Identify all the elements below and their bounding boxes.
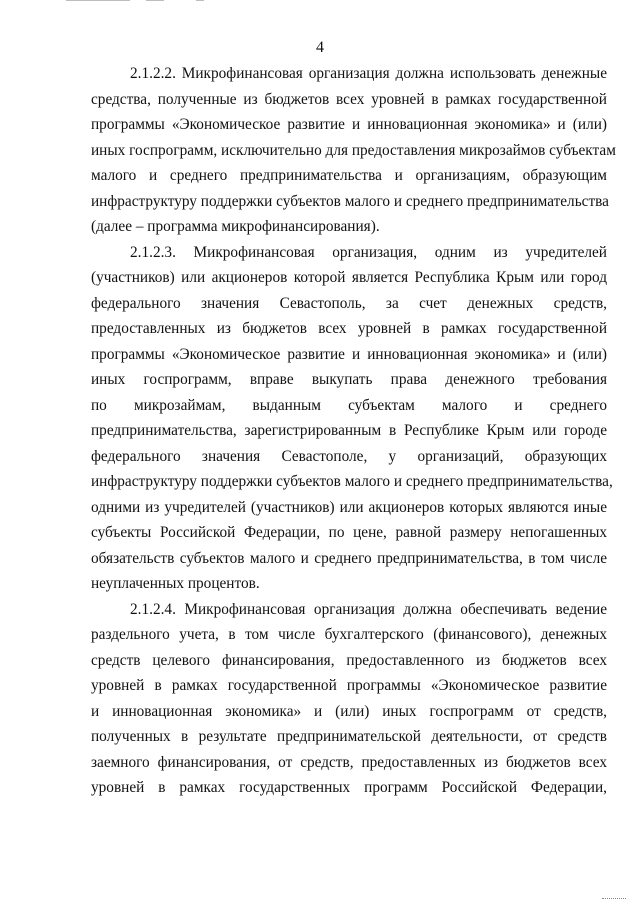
text-line: средств целевого финансирования, предоставленного из бюджетов всех [91,651,607,669]
text-line: инфраструктуру поддержки субъектов малого и среднего предпринимательства [91,192,609,210]
text-line: по микрозаймам, выданным субъектам малого и среднего [91,396,607,414]
text-line: иных госпрограмм, исключительно для предоставления микрозаймов субъектам [91,141,616,159]
text-line: и инновационная экономика» и (или) иных госпрограмм от средств, [91,702,607,720]
scan-artifact-line [196,0,204,1]
text-line: программы «Экономическое развитие и инновационная экономика» и (или) [91,116,607,133]
text-line: (участников) или акционеров которой является Республика Крым или город [91,269,607,286]
text-line: инфраструктуру поддержки субъектов малого и среднего предпринимательства, [91,473,613,490]
text-line: обязательств субъектов малого и среднего предпринимательства, в том числе [91,549,607,567]
text-line: субъекты Российской Федерации, по цене, равной размеру непогашенных [91,524,607,541]
text-line: (далее – программа микрофинансирования). [91,218,380,235]
paragraph-2-1-2-3 [91,240,613,597]
text-line: предоставленных из бюджетов всех уровней в рамках государственной [91,320,607,337]
text-line: федерального значения Севастополь, за счет денежных средств, [91,294,607,312]
text-line: малого и среднего предпринимательства и организациям, образующим [91,167,607,184]
document-body [91,61,616,801]
text-line: 2.1.2.4. Микрофинансовая организация должна обеспечивать ведение [130,600,607,618]
paragraph-2-1-2-2 [91,61,616,240]
scan-artifact-line [146,0,164,1]
text-line: раздельного учета, в том числе бухгалтерского (финансового), денежных [91,626,607,643]
text-line: 2.1.2.3. Микрофинансовая организация, одним из учредителей [130,243,607,261]
text-line: одними из учредителей (участников) или акционеров которых являются иные [91,498,607,516]
text-line: уровней в рамках государственных программ Российской Федерации, [91,779,607,796]
paragraph-2-1-2-4 [91,597,607,801]
scan-artifact-line [66,0,130,1]
page-number: 4 [316,39,324,56]
scan-corner-artifact [602,892,626,899]
text-line: неуплаченных процентов. [91,575,260,592]
text-line: предпринимательства, зарегистрированным в Республике Крым или городе [91,422,607,439]
text-line: программы «Экономическое развитие и инновационная экономика» и (или) [91,345,607,363]
text-line: полученных в результате предпринимательской деятельности, от средств [91,728,607,745]
text-line: средства, полученные из бюджетов всех уровней в рамках государственной [91,90,607,108]
text-line: уровней в рамках государственной программы «Экономическое развитие [91,677,607,694]
text-line: заемного финансирования, от средств, предоставленных из бюджетов всех [91,753,607,771]
text-line: федерального значения Севастополе, у организаций, образующих [91,447,607,465]
text-line: 2.1.2.2. Микрофинансовая организация должна использовать денежные [130,65,607,82]
text-line: иных госпрограмм, вправе выкупать права денежного требования [91,371,607,388]
